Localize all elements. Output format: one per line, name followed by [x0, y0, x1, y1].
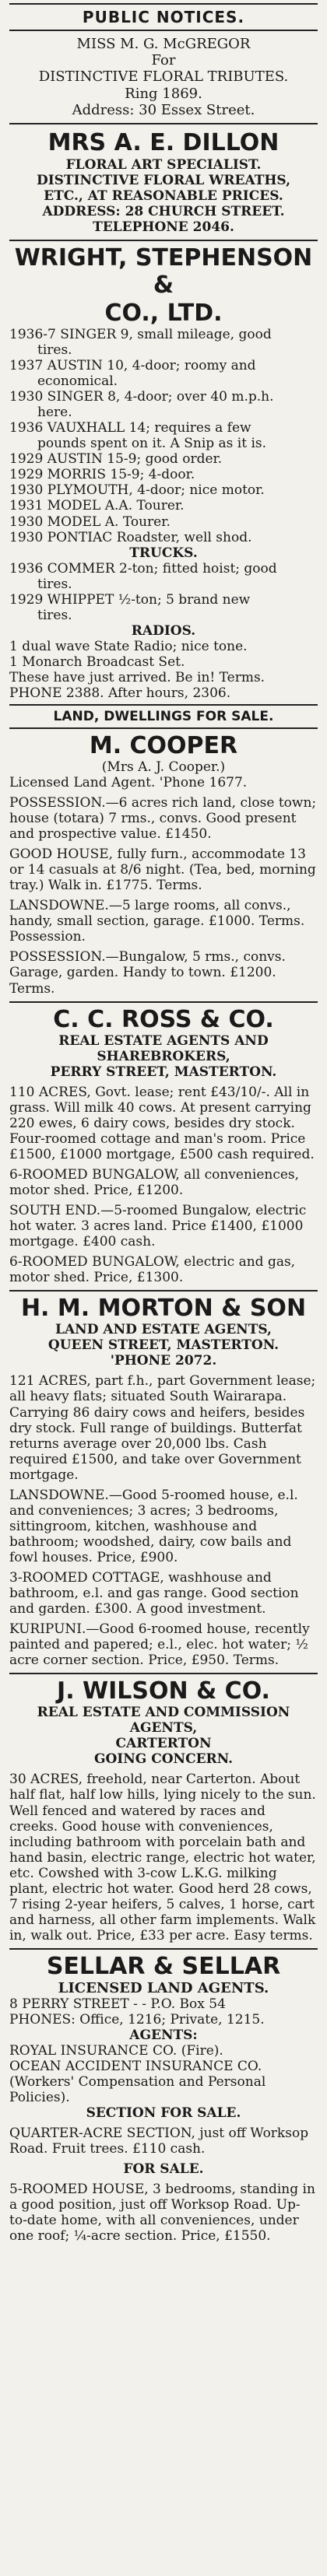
listing-group — [9, 1373, 318, 1668]
radios-title: RADIOS. — [131, 622, 196, 639]
advertiser-subtitle: (Mrs A. J. Cooper.) — [101, 759, 226, 775]
subtitle-line: GOING CONCERN. — [93, 1751, 234, 1768]
listing-line: 1930 PONTIAC Roadster, well shod. — [9, 529, 252, 545]
rule — [9, 1290, 318, 1292]
advertiser-name: J. WILSON & CO. — [57, 1677, 270, 1705]
listing: 5-ROOMED HOUSE, 3 bedrooms, standing in a good position, just off Worksop Road. Up-to-date home, with all conveniences, under one roof; ¼-acre section. Price, £1550. — [9, 2182, 315, 2245]
subtitle-line: REAL ESTATE AGENTS AND — [58, 1032, 269, 1049]
listing-group — [9, 1085, 318, 1286]
rule — [9, 1673, 318, 1674]
truck-list — [9, 561, 318, 623]
subtitle-line: AGENTS, — [129, 1720, 198, 1737]
listing-line: 1930 SINGER 8, 4-door; over 40 m.p.h. — [9, 389, 274, 405]
listing-line: 1929 MORRIS 15-9; 4-door. — [9, 467, 195, 483]
agent-line: (Workers' Compensation and Personal Policies). — [9, 2074, 266, 2106]
subtitle-line: CARTERTON — [115, 1736, 212, 1752]
listing: POSSESSION.—6 acres rich land, close town; house (totara) 7 rms., convs. Good present and prospective value. £1450. — [9, 795, 317, 843]
listing-line: 1936 COMMER 2-ton; fitted hoist; good — [9, 560, 277, 577]
listing-line: tires. — [37, 342, 72, 359]
ad-line: ETC., AT REASONABLE PRICES. — [44, 188, 283, 204]
advertiser-name-line: CO., LTD. — [104, 299, 223, 327]
advertiser-name-line: WRIGHT, STEPHENSON & — [14, 244, 313, 300]
ad-line: For — [151, 52, 176, 69]
agent-line: ROYAL INSURANCE CO. (Fire). — [9, 2043, 223, 2059]
trucks-title: TRUCKS. — [129, 545, 198, 561]
advertiser-name: H. M. MORTON & SON — [20, 1295, 307, 1323]
listing-line: economical. — [37, 373, 118, 390]
listing: GOOD HOUSE, fully furn., accommodate 13 or 14 casuals at 8/6 night. (Tea, bed, morning tray.) Walk in. £1775. Terms. — [9, 846, 316, 894]
listing: SOUTH END.—5-roomed Bungalow, electric hot water. 3 acres land. Price £1400, £1000 mortgage. £400 cash. — [9, 1203, 307, 1250]
rule — [9, 704, 318, 706]
mcgregor-ad — [9, 36, 318, 118]
section-title: SECTION FOR SALE. — [86, 2105, 241, 2122]
listing: LANSDOWNE.—Good 5-roomed house, e.l. and conveniences; 3 acres; 3 bedrooms, sittingroom, kitchen, washhouse and bathroom; woodshed, dairy, cow bails and fowl houses. Price, £900. — [9, 1487, 298, 1565]
rule — [9, 1001, 318, 1003]
listing-line: 1930 PLYMOUTH, 4-door; nice motor. — [9, 482, 265, 499]
land-dwellings-header: LAND, DWELLINGS FOR SALE. — [53, 709, 274, 724]
listing-line: 1936-7 SINGER 9, small mileage, good — [9, 326, 272, 342]
ad-line: Ring 1869. — [125, 85, 202, 102]
advertiser-subtitle — [9, 1705, 318, 1767]
public-notices-section — [9, 3, 318, 235]
rule — [9, 3, 318, 5]
advertiser-name: SELLAR & SELLAR — [46, 1952, 281, 1980]
advertiser-subtitle: LICENSED LAND AGENTS. — [58, 1979, 269, 1996]
phones-line: PHONES: Office, 1216; Private, 1215. — [9, 2012, 265, 2028]
subtitle-line: 'PHONE 2072. — [110, 1353, 217, 1369]
listing-line: here. — [37, 405, 72, 421]
listing-line: 1 Monarch Broadcast Set. — [9, 654, 185, 670]
listing-line: 1929 WHIPPET ½-ton; 5 brand new — [9, 591, 251, 608]
listing: 6-ROOMED BUNGALOW, all conveniences, motor shed. Price, £1200. — [9, 1166, 300, 1198]
listing-line: 1931 MODEL A.A. Tourer. — [9, 498, 185, 514]
advertiser-name: MRS A. E. DILLON — [47, 129, 280, 157]
advertiser-name: M. COOPER — [89, 732, 238, 759]
licence-line: Licensed Land Agent. 'Phone 1677. — [9, 775, 248, 790]
listing: KURIPUNI.—Good 6-roomed house, recently painted and papered; e.l., elec. hot water; ½ acre corner section. Price, £950. Terms. — [9, 1621, 310, 1669]
ad-line: TELEPHONE 2046. — [93, 219, 234, 235]
subtitle-line: SHAREBROKERS, — [97, 1048, 230, 1064]
listing-group — [9, 795, 318, 997]
ross-ad — [9, 1006, 318, 1286]
listing: LANSDOWNE.—5 large rooms, all convs., handy, small section, garage. £1000. Terms. Possession. — [9, 898, 305, 945]
agent-line: OCEAN ACCIDENT INSURANCE CO. — [9, 2059, 262, 2075]
listing: 110 ACRES, Govt. lease; rent £43/10/-. All in grass. Will milk 40 cows. At present carrying 220 ewes, 6 dairy cows, besides dry stock. Four-roomed cottage and man's room. Price £1500, £1000 mortgage, £500 cash required. — [9, 1084, 315, 1162]
listing-line: pounds spent on it. A Snip as it is. — [37, 436, 267, 452]
listing-line: 1936 VAUXHALL 14; requires a few — [9, 420, 251, 436]
ad-line: FLORAL ART SPECIALIST. — [65, 156, 262, 173]
listing: 6-ROOMED BUNGALOW, electric and gas, motor shed. Price, £1300. — [9, 1254, 296, 1286]
listing-line: These have just arrived. Be in! Terms. — [9, 669, 265, 685]
dillon-ad — [9, 129, 318, 235]
subtitle-line: LAND AND ESTATE AGENTS, — [55, 1322, 272, 1338]
for-sale-title: FOR SALE. — [123, 2161, 204, 2178]
listing: 3-ROOMED COTTAGE, washhouse and bathroom, e.l. and gas range. Good section and garden. £300. A good investment. — [9, 1569, 299, 1617]
listing: POSSESSION.—Bungalow, 5 rms., convs. Garage, garden. Handy to town. £1200. Terms. — [9, 949, 286, 997]
listing-line: 1929 AUSTIN 15-9; good order. — [9, 451, 223, 468]
ad-line: DISTINCTIVE FLORAL TRIBUTES. — [38, 68, 289, 86]
advertiser-name: C. C. ROSS & CO. — [53, 1005, 274, 1033]
agents-list — [9, 2043, 318, 2105]
public-notices-title: PUBLIC NOTICES. — [82, 8, 245, 26]
rule — [9, 240, 318, 241]
rule — [9, 727, 318, 729]
listing-line: tires. — [37, 576, 72, 592]
rule — [9, 1948, 318, 1950]
listing-line: 1 dual wave State Radio; nice tone. — [9, 638, 248, 654]
subtitle-line: QUEEN STREET, MASTERTON. — [47, 1337, 280, 1354]
cooper-ad — [9, 732, 318, 997]
car-list — [9, 327, 318, 545]
advertiser-subtitle — [9, 1322, 318, 1369]
contact-block — [9, 1996, 318, 2028]
ad-line: ADDRESS: 28 CHURCH STREET. — [42, 203, 285, 219]
ad-line: MISS M. G. McGREGOR — [76, 36, 251, 52]
subtitle-line: REAL ESTATE AND COMMISSION — [37, 1705, 290, 1721]
rule — [9, 123, 318, 124]
listing-line: tires. — [37, 607, 72, 623]
advertiser-name — [9, 244, 318, 327]
listing: 30 ACRES, freehold, near Carterton. About half flat, half low hills, lying nicely to the sun. Well fenced and watered by races and creeks. Good house with conveniences, including bathroom with porcelain bath and hand basin, electric range, electric hot water, etc. Cowshed with 3-cow L.K.G. milking plant, electric hot water. Good herd 28 cows, 7 rising 2-year heifers, 5 calves, 1 horse, cart and harness, all other farm implements. Walk in, walk out. Price, £33 per acre. Easy terms. — [9, 1772, 316, 1943]
agents-title: AGENTS: — [129, 2028, 198, 2044]
listing: 121 ACRES, part f.h., part Government lease; all heavy flats; situated South Wairarapa. Carrying 86 dairy cows and heifers, besides dry stock. Full range of buildings. Butterfat returns average over 20,000 lbs. Cash required £1500, and take over Government mortgage. — [9, 1373, 316, 1483]
subtitle-line: PERRY STREET, MASTERTON. — [50, 1064, 277, 1080]
wilson-ad — [9, 1677, 318, 1943]
listing-line: 1937 AUSTIN 10, 4-door; roomy and — [9, 358, 256, 374]
listing-line: 1930 MODEL A. Tourer. — [9, 513, 171, 530]
ad-line: Address: 30 Essex Street. — [72, 101, 255, 118]
listing: QUARTER-ACRE SECTION, just off Worksop Road. Fruit trees. £110 cash. — [9, 2126, 309, 2157]
listing-line: PHONE 2388. After hours, 2306. — [9, 685, 231, 701]
rule — [9, 30, 318, 31]
advertiser-subtitle — [9, 1033, 318, 1080]
wright-stephenson-ad — [9, 244, 318, 701]
address-line: 8 PERRY STREET - - P.O. Box 54 — [9, 1996, 226, 2012]
radio-list — [9, 639, 318, 701]
morton-ad — [9, 1295, 318, 1668]
sellar-ad — [9, 1953, 318, 2245]
ad-line: DISTINCTIVE FLORAL WREATHS, — [36, 172, 291, 188]
